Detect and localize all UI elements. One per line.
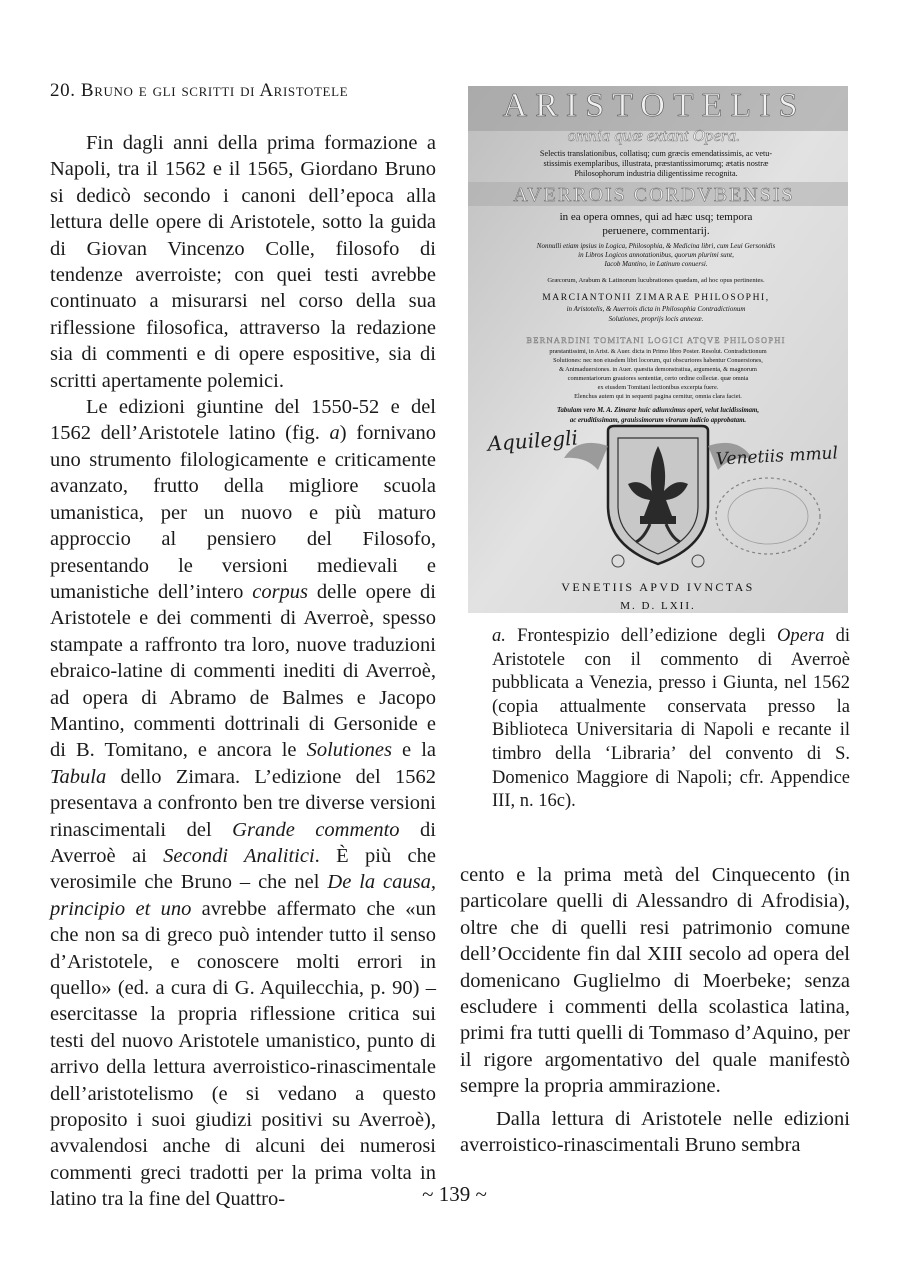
block4-line: Græcorum, Arabum & Latinorum lucubrationes quædam, ad hoc opus pertinentes.	[547, 277, 765, 284]
zimarae-heading: MARCIANTONII ZIMARAE PHILOSOPHI,	[542, 293, 770, 303]
subtitle: omnia quæ extant Opera.	[567, 126, 741, 145]
averrois-heading: AVERROIS CORDVBENSIS	[513, 184, 795, 206]
block1-line: stissimis exemplaribus, illustrata, præstantissimorumq; ætatis nostræ	[543, 159, 769, 168]
italic-term: Tabula	[50, 765, 107, 788]
title-aristotelis: ARISTOTELIS	[502, 87, 806, 124]
block6-line: Solutiones: nec non eiusdem libri locorum, qui obscuriores habentur Conuersiones,	[553, 357, 763, 364]
block7-line: Tabulam vero M. A. Zimaræ huic adiunximus operi, velut lucidissimam,	[556, 407, 760, 414]
paragraph-2	[50, 394, 436, 1213]
section-heading	[50, 80, 348, 102]
right-column	[460, 862, 850, 1158]
imprint-line-1: VENETIIS APVD IVNCTAS	[561, 580, 755, 594]
text-run: . È più che verosimile che Bruno – che nel	[50, 844, 437, 894]
italic-term: Solutiones	[306, 739, 392, 762]
text-run: avrebbe affermato che «un che non sa di greco può intender tutto il senso d’Aristotele, e conoscere molti errori in quello» (ed. a cura di G. Aquilecchia, p. 90) – esercitasse la propria riflessione critica sui testi del nuovo Aristotele umanistico, punto di arrivo della lettura averroistico-rinascimentale dell’aristotelismo (e si vedano a questo proposito i suoi giudizi positivi su Averroè), avvalendosi anche di alcuni dei numerosi commenti greci tradotti per la prima volta in latino tra la fine del Quattro-	[50, 897, 436, 1211]
block1-line: Philosophorum industria diligentissime recognita.	[574, 169, 738, 178]
tomitani-heading: BERNARDINI TOMITANI LOGICI ATQVE PHILOSOPHI	[526, 335, 786, 345]
page-number: ~ 139 ~	[422, 1182, 487, 1206]
block6-line: Elenchus autem qui in sequenti pagina cernitur, omnia clara faciet.	[574, 393, 742, 400]
text-run: delle opere di Aristotele e dei commenti di Averroè, spesso stampate a raffronto tra loro, nuove traduzioni ebraico-latine di commenti inediti di Averroè, ad opera di Abramo de Balmes e Jacopo Mantino, commenti dottrinali di Gersonide e di B. Tomitano, e ancora le	[50, 580, 436, 762]
block3-line: Iacob Mantino, in Latinum conuersi.	[604, 260, 708, 268]
paragraph-3: cento e la prima metà del Cinquecento (in particolare quelli di Alessandro di Afrodisia), oltre che di quelli resi patrimonio comune dell’Occidente fin dal XIII secolo ad opera del domenicano Guglielmo di Moerbeke; senza escludere i commenti della scolastica latina, primi fra tutti quelli di Tommaso d’Aquino, per il rigore argomentativo del quale manifestò sempre la propria ammirazione.	[460, 864, 850, 1098]
text-run: Le edizioni giuntine del 1550-52 e del 1562 dell’Aristotele latino (fig.	[50, 396, 436, 445]
figure-reference: a	[329, 422, 340, 445]
section-title: Bruno e gli scritti di Aristotele	[80, 80, 349, 101]
block7-line: ac eruditissimam, grauissimorum virorum iudicio approbatam.	[569, 417, 747, 424]
block6-line: commentariorum grauiores sententiæ, certo ordine collectæ. quæ omnia	[567, 375, 749, 382]
text-run: dello Zimara. L’edizione del 1562 presentava a confronto ben tre diverse versioni rinascimentali del	[50, 765, 436, 841]
italic-term: Secondi Analitici	[163, 844, 315, 867]
figure-caption	[492, 625, 850, 814]
block5-line: Solutiones, proprijs locis annexæ.	[608, 315, 704, 323]
paragraph-1: Fin dagli anni della prima formazione a Napoli, tra il 1562 e il 1565, Giordano Bruno si dedicò secondo i canoni dell’epoca alla lettura delle opere di Aristotele, sotto la guida di Giovan Vincenzo Colle, filosofo di tendenze averroiste; con quei testi avrebbe continuato a misurarsi nel corso della sua riflessione filosofica, attraverso la redazione sia di commenti e di opere espositive, sia di scritti apertamente polemici.	[50, 132, 436, 392]
block6-line: præstantissimi, in Arist. & Auer. dicta in Primo libro Poster. Resolut. Contradictionum	[549, 348, 767, 355]
section-number: 20.	[50, 80, 76, 101]
title-page-image	[468, 86, 848, 613]
handwritten-left: Aquilegli	[486, 425, 579, 456]
caption-label: a.	[492, 626, 506, 646]
text-run: ) fornivano uno strumento filologicamente e criticamente avanzato, frutto della migliore scuola umanistica, per un nuovo e più maturo approccio al pensiero del Filosofo, presentando le versioni medievali e umanistiche dell’intero	[50, 422, 436, 603]
italic-term: Grande commento	[232, 818, 400, 841]
italic-term: Opera	[777, 626, 825, 646]
text-run: di Averroè ai	[50, 818, 437, 867]
text-run: di Aristotele con il commento di Averroè pubblicata a Venezia, presso i Giunta, nel 1562 (copia attualmente conservata presso la Biblioteca Universitaria di Napoli e recante il timbro della ‘Libraria’ del convento di S. Domenico Maggiore di Napoli; cfr. Appendice III, n. 16c).	[492, 626, 850, 812]
block6-line: & Animaduersiones. in Auer. quæsita demonstratiua, argumenta, & magnorum	[559, 366, 757, 373]
block3-line: Nonnulli etiam ipsius in Logica, Philosophia, & Medicina libri, cum Leui Gersonidis	[536, 242, 776, 250]
block5-line: in Aristotelis, & Auerrois dicta in Philosophia Contradictionum	[566, 305, 746, 313]
paragraph-4: Dalla lettura di Aristotele nelle edizioni averroistico-rinascimentali Bruno sembra	[460, 1107, 850, 1157]
italic-term: De la causa, principio et uno	[50, 871, 436, 920]
imprint-line-2: M. D. LXII.	[620, 600, 696, 612]
block3-line: in Libros Logicos annotationibus, quorum plurimi sunt,	[578, 251, 734, 259]
handwritten-right: Venetiis mmul	[715, 443, 839, 470]
block2-line: peruenere, commentarij.	[602, 225, 710, 237]
left-column	[50, 130, 436, 1213]
text-run: Frontespizio dell’edizione degli	[505, 626, 778, 646]
block6-line: ex eiusdem Tomitani lectionibus excerpta fuere.	[597, 384, 719, 391]
block1-line: Selectis translationibus, collatisq; cum græcis emendatissimis, ac vetu-	[539, 149, 773, 158]
italic-term: corpus	[252, 580, 309, 603]
title-page-figure	[468, 86, 848, 613]
block2-line: in ea opera omnes, qui ad hæc usq; tempora	[559, 211, 753, 223]
text-run: e la	[392, 739, 436, 762]
